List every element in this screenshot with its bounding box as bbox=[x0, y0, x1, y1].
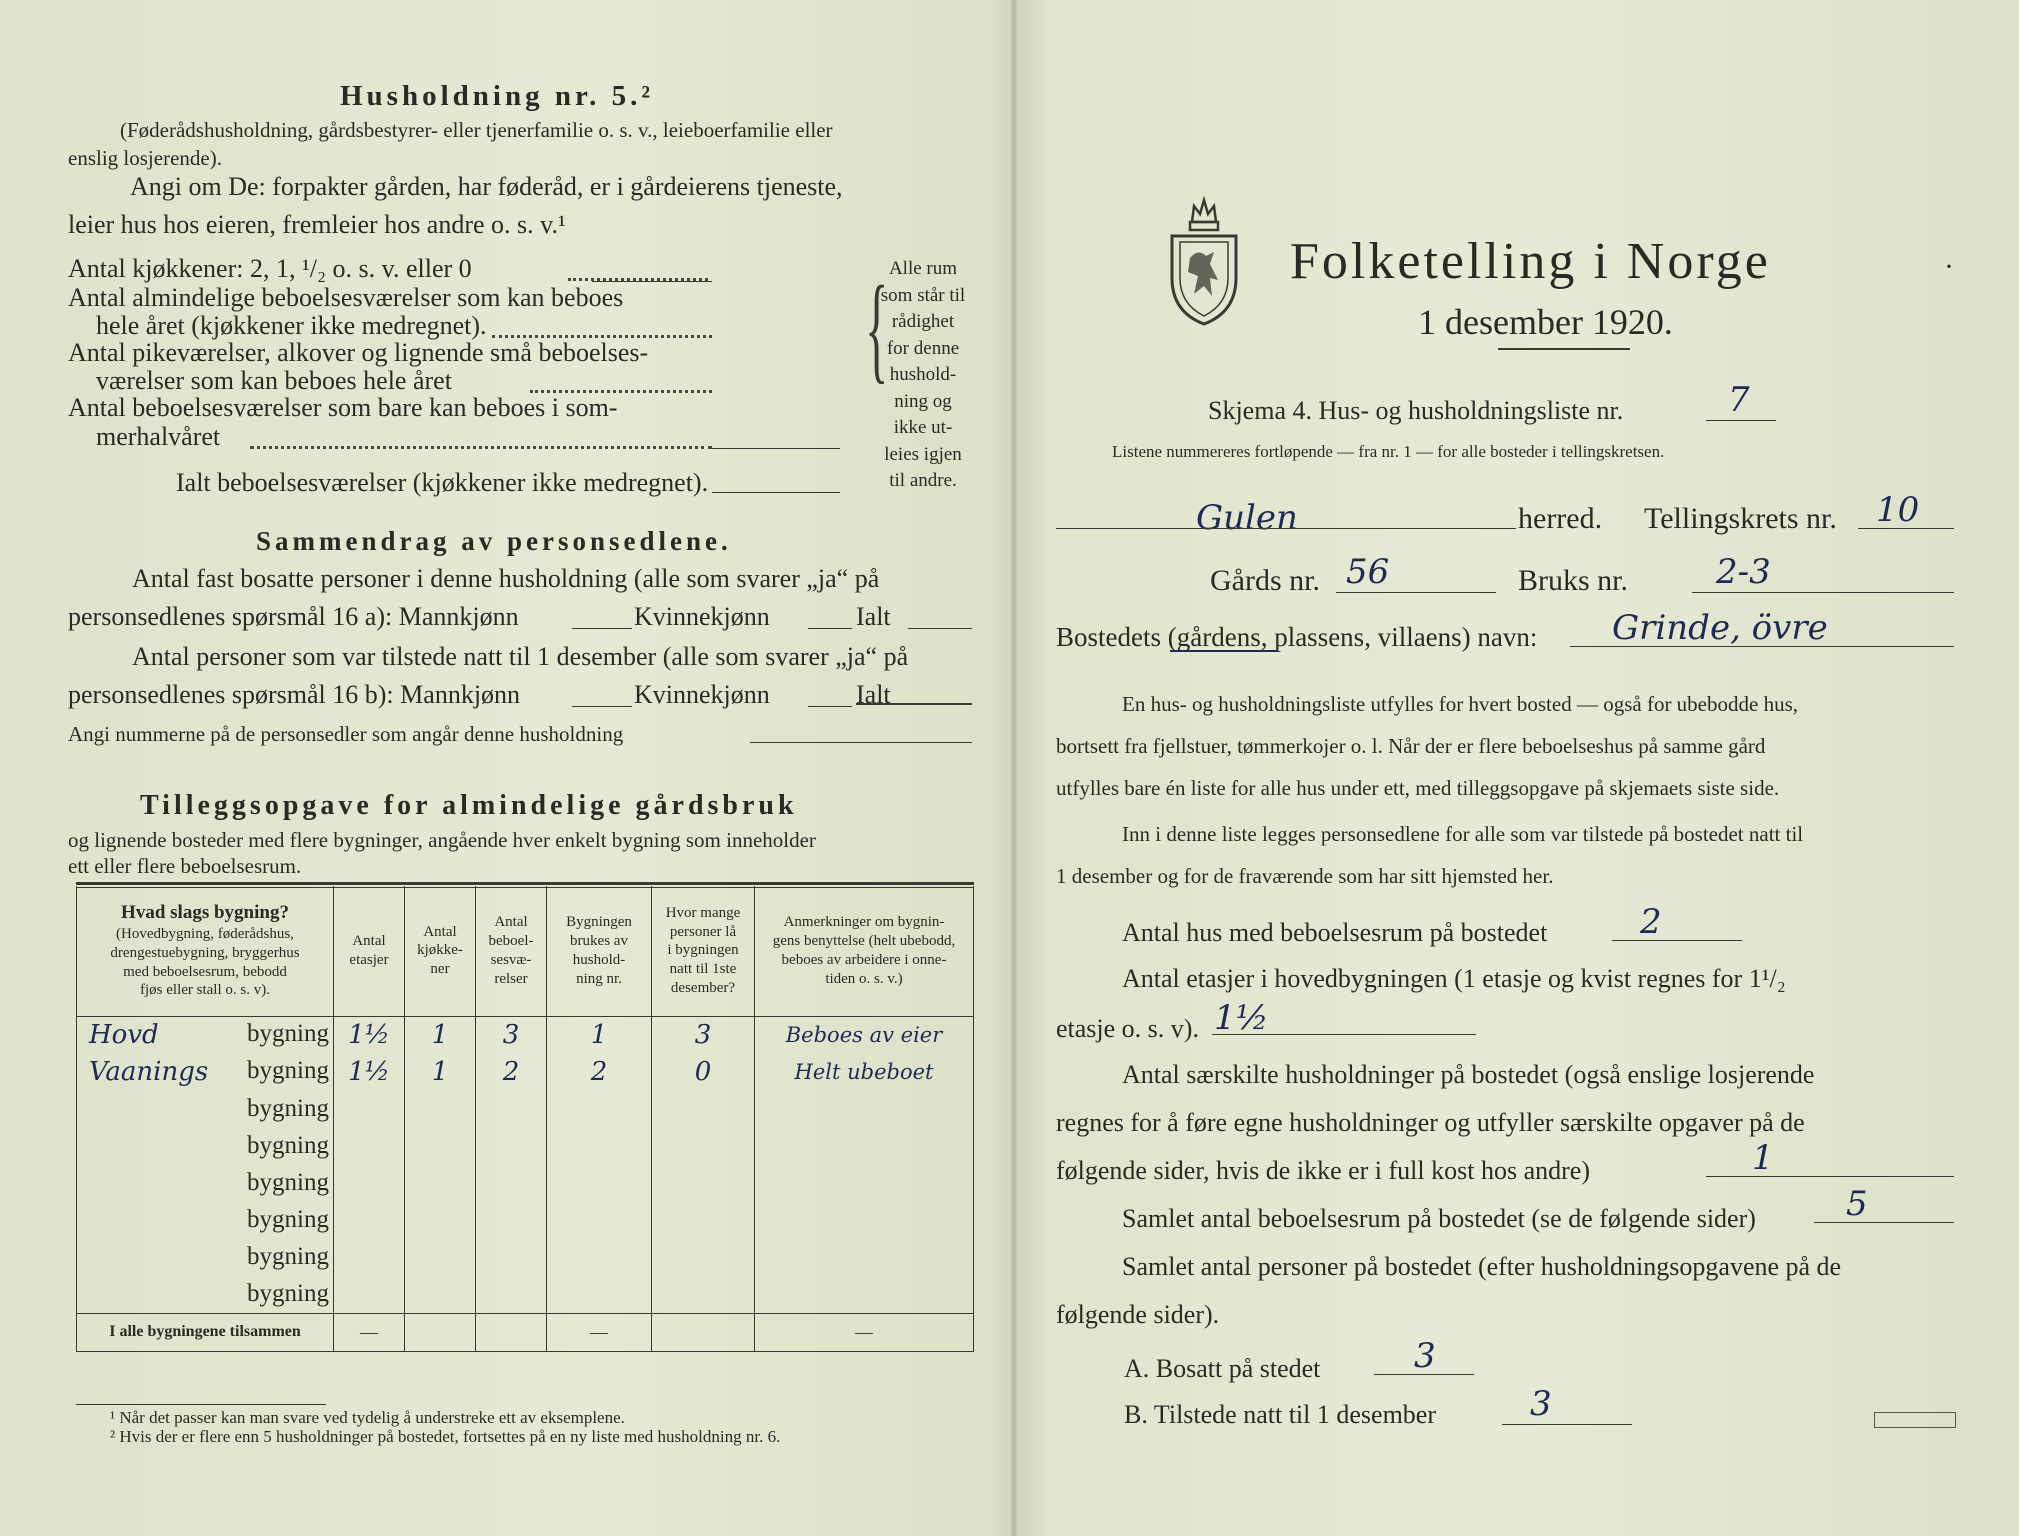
side-note: Alle rum som står til rådighet for denne hushold- ning og ikke ut- leies igjen til andre. bbox=[880, 258, 966, 491]
footnote-1: ¹ Når det passer kan man svare ved tydelig å understreke ett av eksemplene. bbox=[110, 1408, 625, 1427]
buildings-table bbox=[76, 886, 974, 1352]
rooms-summer-2: merhalvåret bbox=[96, 422, 221, 451]
table-row: bygning bbox=[77, 1128, 974, 1165]
q-households-line-3: følgende sider, hvis de ikke er i full kost hos andre) bbox=[1056, 1156, 1590, 1185]
angi-line-2: leier hus hos eieren, fremleier hos andre o. s. v.¹ bbox=[68, 210, 566, 239]
gards-value: 56 bbox=[1346, 552, 1390, 592]
supplement-sub-1: og lignende bosteder med flere bygninger, angående hver enkelt bygning som inneholder bbox=[68, 828, 816, 852]
q-households-line-2: regnes for å føre egne husholdninger og utfyller særskilte opgaver på de bbox=[1056, 1108, 1805, 1137]
skjema-label: Skjema 4. Hus- og husholdningsliste nr. bbox=[1208, 396, 1624, 425]
summary-line-4: personsedlenes spørsmål 16 b): Mannkjønn bbox=[68, 680, 521, 709]
form-date: 1 desember 1920. bbox=[1418, 302, 1673, 342]
summary-heading: Sammendrag av personsedlene. bbox=[256, 526, 732, 556]
summary-line-4-ialt: Ialt bbox=[856, 680, 891, 709]
intro-line-5: 1 desember og for de fraværende som har sitt hjemsted her. bbox=[1056, 864, 1554, 888]
header-floors: Antal etasjer bbox=[334, 886, 405, 1016]
bruks-label: Bruks nr. bbox=[1518, 564, 1629, 597]
rooms-ordinary-2: hele året (kjøkkener ikke medregnet). bbox=[96, 311, 487, 340]
bosted-label: Bostedets (gårdens, plassens, villaens) navn: bbox=[1056, 622, 1538, 652]
list-number-value: 7 bbox=[1728, 380, 1750, 420]
table-row: bygning bbox=[77, 1276, 974, 1314]
summary-line-2: personsedlenes spørsmål 16 a): Mannkjønn bbox=[68, 602, 519, 631]
rooms-summer-1: Antal beboelsesværelser som bare kan beboes i som- bbox=[68, 393, 618, 422]
gards-label: Gårds nr. bbox=[1210, 564, 1320, 597]
q-floors-line-2: etasje o. s. v). bbox=[1056, 1014, 1199, 1043]
coat-of-arms-icon bbox=[1164, 192, 1244, 328]
supplement-sub-2: ett eller flere beboelsesrum. bbox=[68, 854, 302, 878]
printer-stamp-icon bbox=[1874, 1412, 1956, 1428]
header-kitchens: Antal kjøkke- ner bbox=[405, 886, 476, 1016]
intro-line-3: utfylles bare én liste for alle hus under ett, med tilleggsopgave på skjemaets siste side. bbox=[1056, 776, 1780, 800]
rooms-total: Ialt beboelsesværelser (kjøkkener ikke medregnet). bbox=[176, 468, 709, 497]
summary-line-5: Angi nummerne på de personsedler som angår denne husholdning bbox=[68, 722, 624, 746]
q-rooms-label: Samlet antal beboelsesrum på bostedet (se de følgende sider) bbox=[1122, 1204, 1756, 1233]
herred-label: herred. bbox=[1518, 502, 1603, 535]
rooms-kitchens: Antal kjøkkener: 2, 1, ¹/₂ o. s. v. eller 0 bbox=[68, 254, 472, 283]
herred-value: Gulen bbox=[1196, 498, 1298, 538]
rooms-ordinary-1: Antal almindelige beboelsesværelser som kan beboes bbox=[68, 283, 624, 312]
bosted-value: Grinde, övre bbox=[1612, 608, 1828, 648]
supplement-heading: Tilleggsopgave for almindelige gårdsbruk bbox=[140, 790, 798, 821]
q-households-line-1: Antal særskilte husholdninger på bostedet (også enslige losjerende bbox=[1122, 1060, 1815, 1089]
table-row: bygning bbox=[77, 1202, 974, 1239]
q-households-value: 1 bbox=[1752, 1138, 1774, 1178]
q-floors-line-1: Antal etasjer i hovedbygningen (1 etasje og kvist regnes for 1¹/₂ bbox=[1122, 964, 1786, 993]
angi-line-1: Angi om De: forpakter gården, har føderåd, er i gårdeierens tjeneste, bbox=[130, 172, 843, 201]
form-title: Folketelling i Norge bbox=[1290, 233, 1771, 290]
q-floors-value: 1½ bbox=[1214, 998, 1269, 1038]
q-present-value: 3 bbox=[1530, 1384, 1552, 1424]
intro-line-4: Inn i denne liste legges personsedlene for alle som var tilstede på bostedet natt til bbox=[1122, 822, 1804, 846]
rooms-small-2: værelser som kan beboes hele året bbox=[96, 366, 452, 395]
summary-line-2-kvinne: Kvinnekjønn bbox=[634, 602, 770, 631]
q-houses-value: 2 bbox=[1640, 902, 1662, 942]
table-row: Vaanings bygning 1½ 1 2 2 0 Helt ubeboet bbox=[77, 1054, 974, 1091]
header-rooms: Antal beboel- sesvæ- relser bbox=[476, 886, 547, 1016]
table-total-row: I alle bygningene tilsammen — — — bbox=[77, 1313, 974, 1351]
page-fold bbox=[1010, 0, 1018, 1536]
header-remarks: Anmerkninger om bygnin- gens benyttelse (helt ubebodd, beboes av arbeidere i onne- tiden o. s. v.) bbox=[755, 886, 974, 1016]
summary-line-2-ialt: Ialt bbox=[856, 602, 891, 631]
table-row: bygning bbox=[77, 1165, 974, 1202]
title-dot: · bbox=[1944, 250, 1954, 283]
footnote-2: ² Hvis der er flere enn 5 husholdninger på bostedet, fortsettes på en ny liste med husholdning nr. 6. bbox=[110, 1427, 781, 1446]
q-resident-value: 3 bbox=[1414, 1336, 1436, 1376]
table-row: bygning bbox=[77, 1091, 974, 1128]
q-persons-line-1: Samlet antal personer på bostedet (efter husholdningsopgavene på de bbox=[1122, 1252, 1842, 1281]
bruks-value: 2-3 bbox=[1716, 552, 1771, 592]
q-rooms-value: 5 bbox=[1846, 1184, 1868, 1224]
table-row: bygning bbox=[77, 1239, 974, 1276]
household-sub-2: enslig losjerende). bbox=[68, 146, 222, 170]
brace-icon: { bbox=[865, 261, 889, 394]
numbering-note: Listene nummereres fortløpende — fra nr. 1 — for alle bosteder i tellingskretsen. bbox=[1112, 442, 1665, 461]
q-houses-label: Antal hus med beboelsesrum på bostedet bbox=[1122, 918, 1548, 947]
summary-line-3: Antal personer som var tilstede natt til 1 desember (alle som svarer „ja“ på bbox=[132, 642, 909, 671]
intro-line-1: En hus- og husholdningsliste utfylles for hvert bosted — også for ubebodde hus, bbox=[1122, 692, 1798, 716]
household-heading: Husholdning nr. 5.² bbox=[340, 80, 655, 112]
q-resident-label: A. Bosatt på stedet bbox=[1124, 1354, 1321, 1383]
tellingskrets-label: Tellingskrets nr. bbox=[1644, 502, 1837, 535]
summary-line-1: Antal fast bosatte personer i denne husholdning (alle som svarer „ja“ på bbox=[132, 564, 880, 593]
intro-line-2: bortsett fra fjellstuer, tømmerkojer o. l. Når der er flere beboelseshus på samme gård bbox=[1056, 734, 1766, 758]
header-persons: Hvor mange personer lå i bygningen natt til 1ste desember? bbox=[652, 886, 755, 1016]
rooms-small-1: Antal pikeværelser, alkover og lignende små beboelses- bbox=[68, 338, 649, 367]
household-sub-1: (Føderådshusholdning, gårdsbestyrer- eller tjenerfamilie o. s. v., leieboerfamilie eller bbox=[120, 118, 833, 142]
table-row: Hovd bygning 1½ 1 3 1 3 Beboes av eier bbox=[77, 1016, 974, 1054]
q-persons-line-2: følgende sider). bbox=[1056, 1300, 1220, 1329]
header-household-no: Bygningen brukes av hushold- ning nr. bbox=[547, 886, 652, 1016]
q-present-label: B. Tilstede natt til 1 desember bbox=[1124, 1400, 1436, 1429]
header-building-type: Hvad slags bygning? (Hovedbygning, føderådshus, drengestuebygning, bryggerhus med beboelsesrum, bebodd fjøs eller stall o. s. v). bbox=[77, 886, 334, 1016]
tellingskrets-value: 10 bbox=[1876, 490, 1920, 530]
summary-line-4-kvinne: Kvinnekjønn bbox=[634, 680, 770, 709]
